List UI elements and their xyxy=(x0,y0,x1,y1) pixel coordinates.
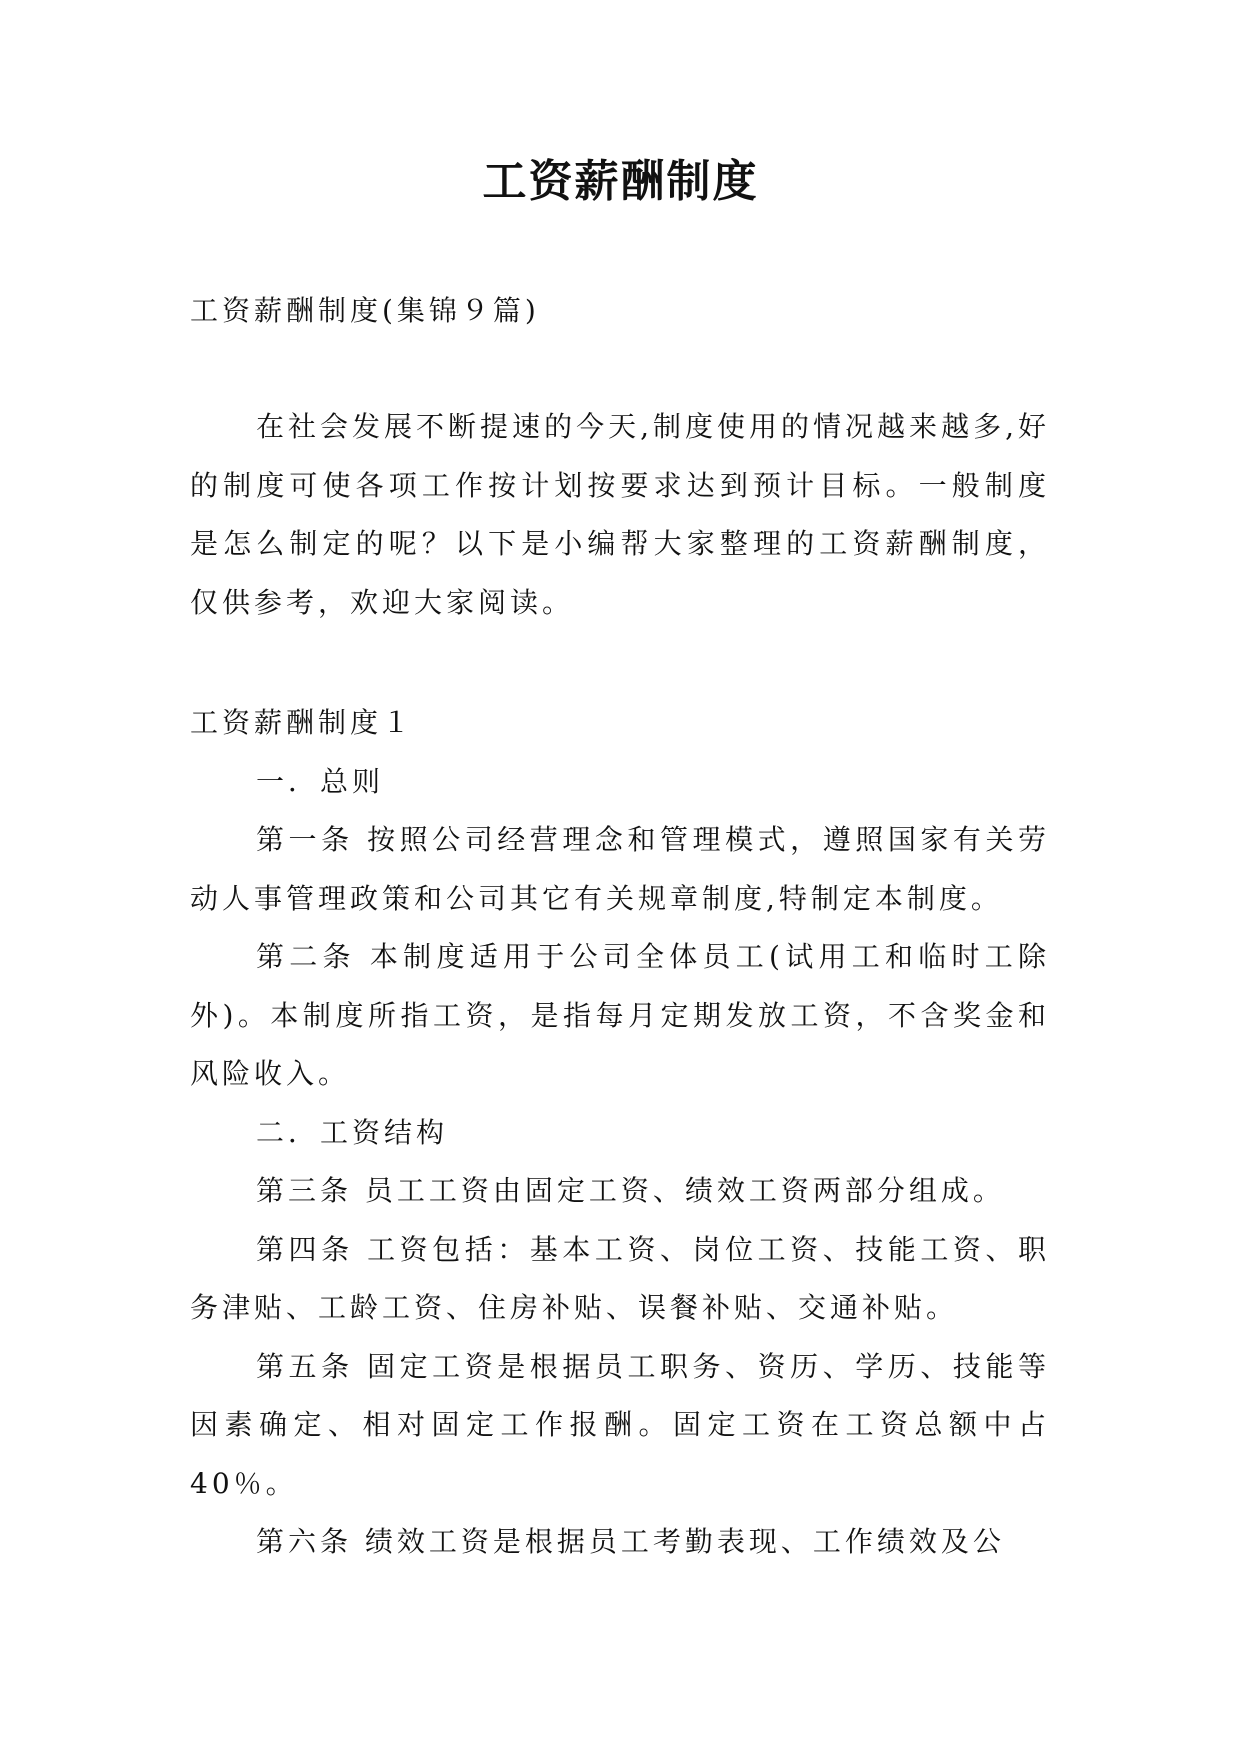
article-2: 第二条 本制度适用于公司全体员工(试用工和临时工除外)。本制度所指工资，是指每月定期发放工资，不含奖金和风险收入。 xyxy=(190,940,1050,1090)
subtitle-text: 工资薪酬制度(集锦９篇) xyxy=(190,294,540,327)
article-5: 第五条 固定工资是根据员工职务、资历、学历、技能等因素确定、相对固定工作报酬。固定工资在工资总额中占40％。 xyxy=(190,1349,1050,1500)
article-6: 第六条 绩效工资是根据员工考勤表现、工作绩效及公 xyxy=(256,1525,1005,1558)
chapter-heading-general: 一．总则 xyxy=(256,764,385,798)
intro-text: 在社会发展不断提速的今天,制度使用的情况越来越多,好的制度可使各项工作按计划按要求达到预计目标。一般制度是怎么制定的呢？以下是小编帮大家整理的工资薪酬制度，仅供参考，欢迎大家阅读。 xyxy=(190,410,1050,619)
article-1: 第一条 按照公司经营理念和管理模式，遵照国家有关劳动人事管理政策和公司其它有关规章制度,特制定本制度。 xyxy=(190,823,1050,915)
chapter-heading-structure: 二．工资结构 xyxy=(256,1115,449,1149)
article-4: 第四条 工资包括：基本工资、岗位工资、技能工资、职务津贴、工龄工资、住房补贴、误餐补贴、交通补贴。 xyxy=(190,1232,1050,1324)
document-body xyxy=(190,694,1050,1572)
document-subtitle xyxy=(190,289,1050,333)
document-title: 工资薪酬制度 xyxy=(482,156,759,207)
section-heading: 工资薪酬制度１ xyxy=(190,706,415,739)
article-3: 第三条 员工工资由固定工资、绩效工资两部分组成。 xyxy=(256,1174,1005,1207)
intro-paragraph xyxy=(190,398,1050,632)
